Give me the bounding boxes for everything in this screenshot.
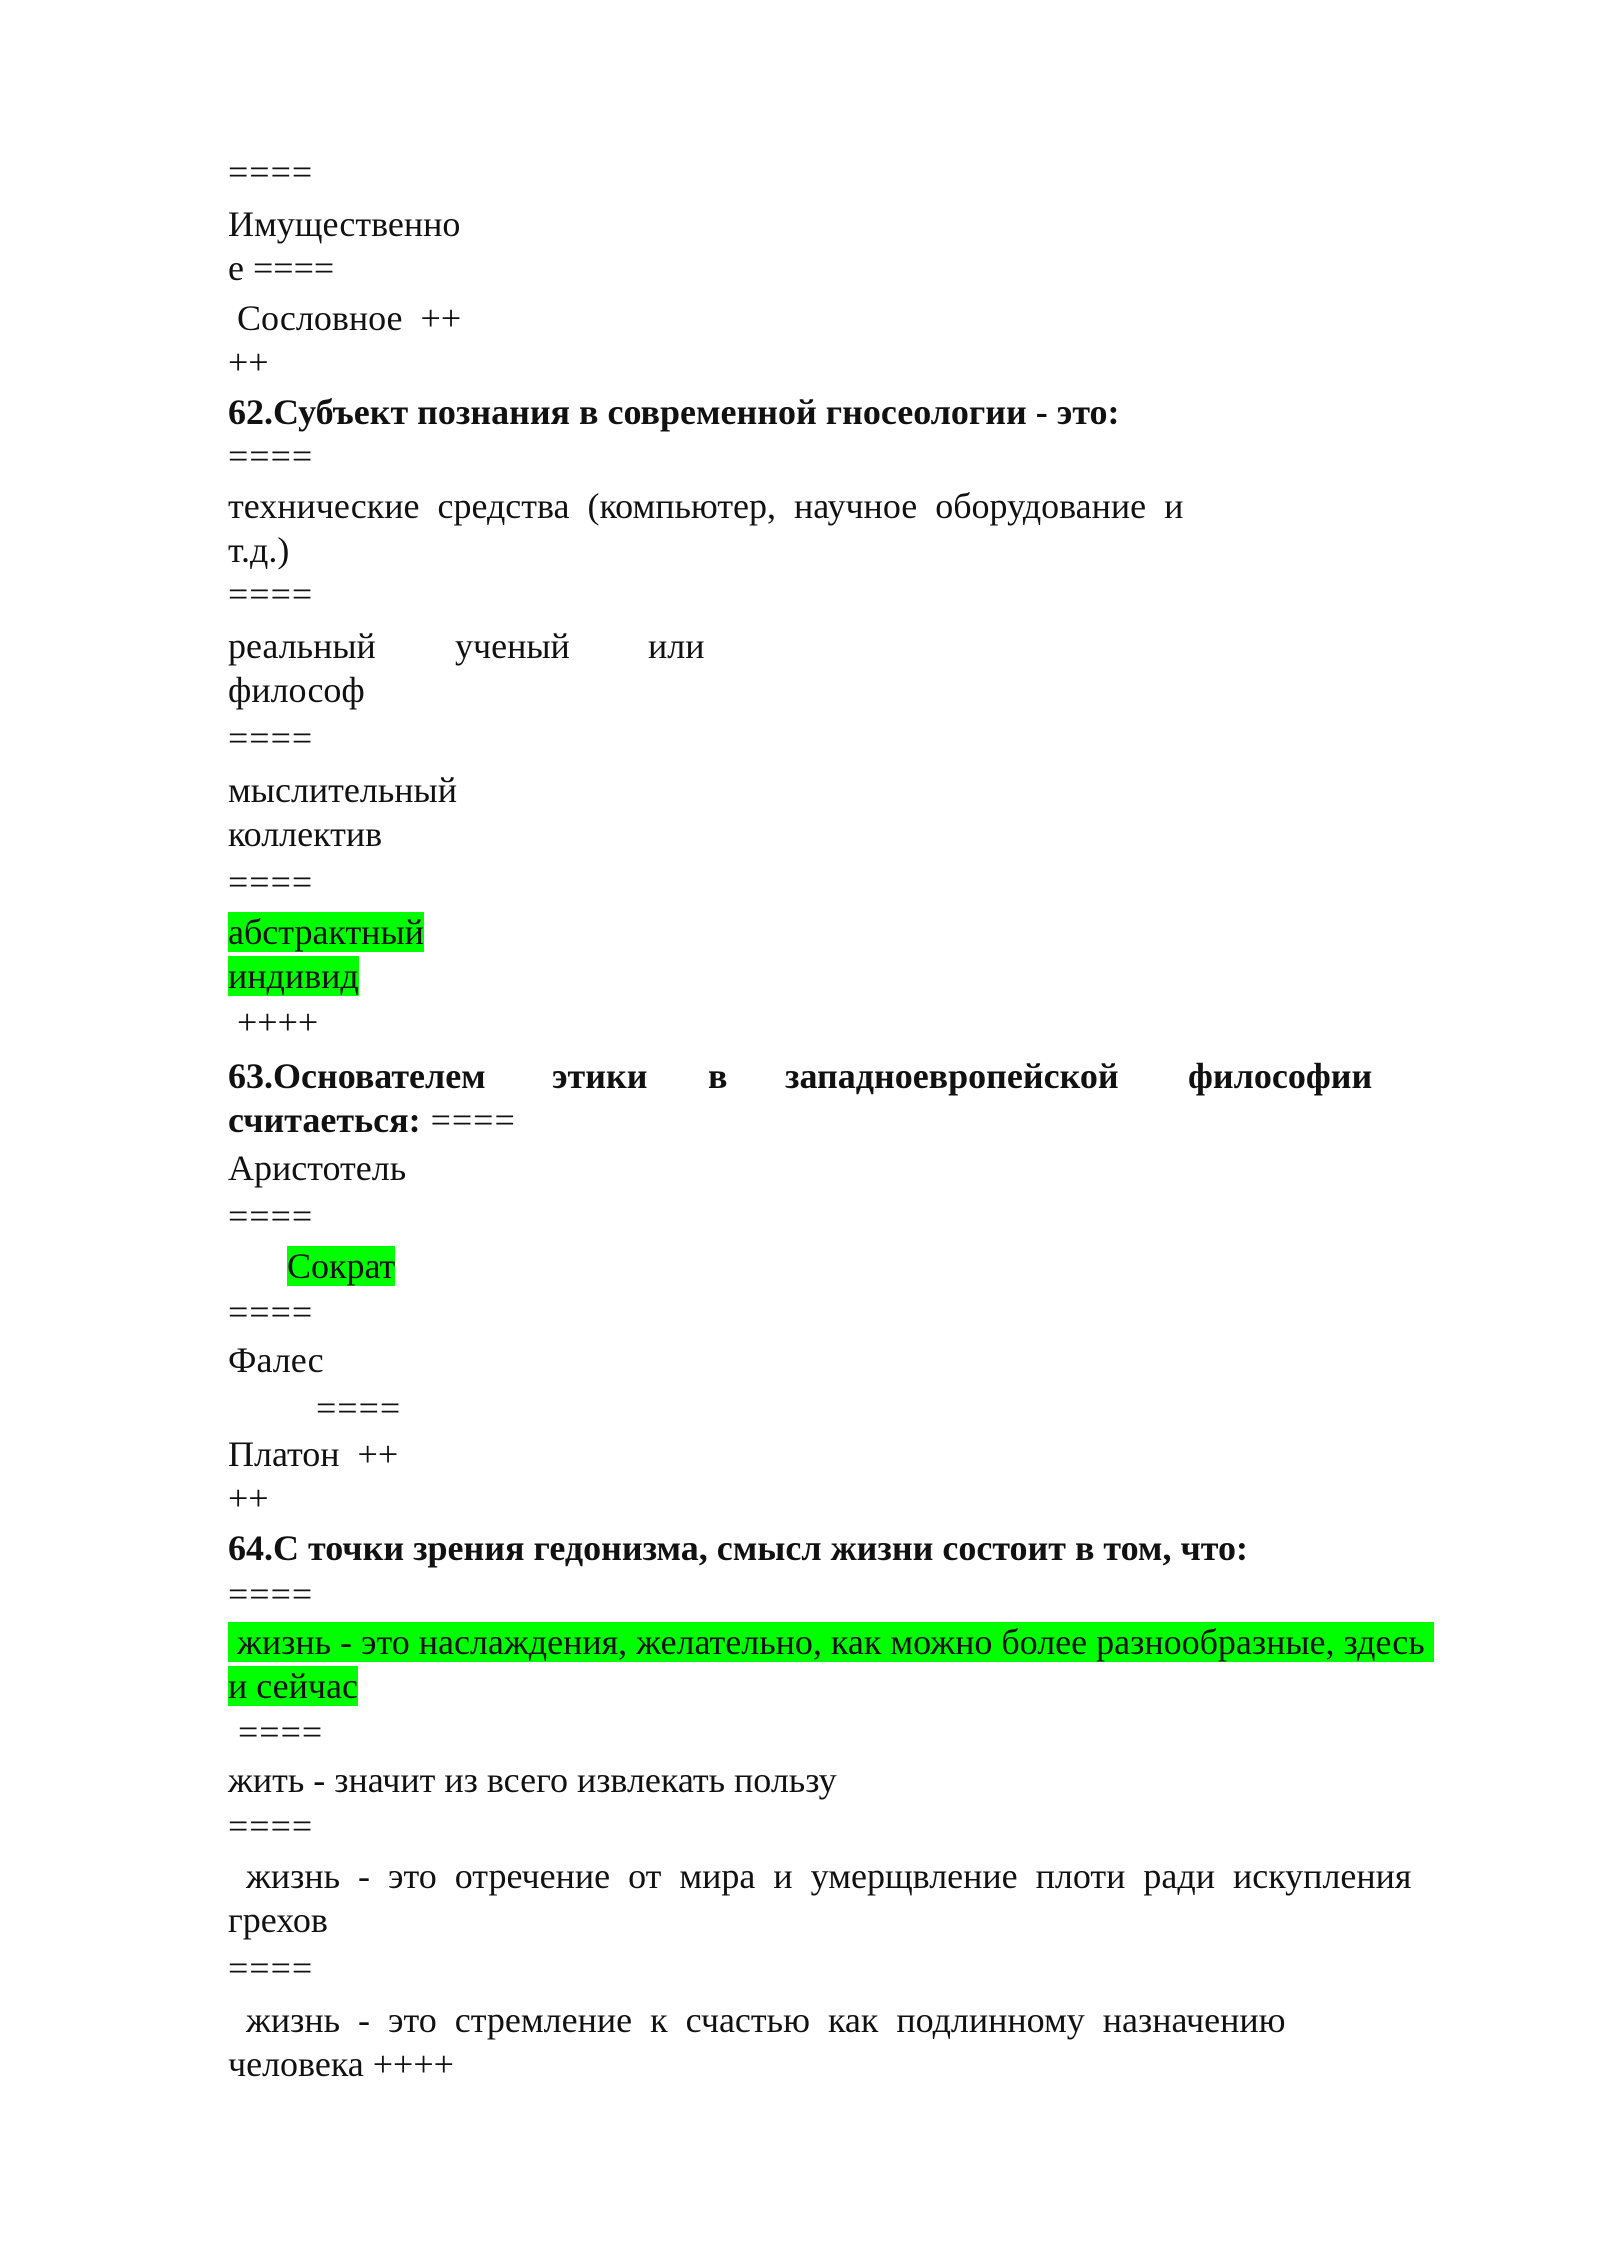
answer-marker: ++++ — [228, 1002, 319, 1042]
highlight: индивид — [228, 956, 359, 996]
separator: ==== — [316, 1388, 402, 1428]
question-title-cont — [228, 1098, 516, 1142]
question-title-word: западноевропейской — [785, 1056, 1119, 1096]
question-title: 64.С точки зрения гедонизма, смысл жизни состоит в том, что: — [228, 1528, 1248, 1568]
question-title: 62.Субъект познания в современной гносеологии - это: — [228, 392, 1120, 432]
answer-option: жить - значит из всего извлекать пользу — [228, 1760, 837, 1800]
answer-option-word: или — [648, 626, 705, 666]
question-title-word: 63.Основателем — [228, 1056, 486, 1096]
separator: ==== — [228, 436, 314, 476]
answer-option: Сословное ++ — [228, 298, 462, 338]
question-title-word: в — [708, 1056, 728, 1096]
answer-option: Платон ++ — [228, 1434, 399, 1474]
highlight: абстрактный — [228, 912, 424, 952]
separator: ==== — [228, 1196, 314, 1236]
highlight: Сократ — [287, 1246, 396, 1286]
answer-option-cont: коллектив — [228, 814, 383, 854]
separator: ==== — [228, 152, 314, 192]
answer-marker: ++ — [228, 1478, 269, 1518]
question-title-word: философии — [1188, 1056, 1373, 1096]
answer-option: технические средства (компьютер, научное оборудование и — [228, 486, 1184, 526]
answer-option: Имущественно — [228, 204, 461, 244]
correct-answer — [228, 910, 424, 954]
separator: ==== — [228, 574, 314, 614]
question-title-word: этики — [552, 1056, 648, 1096]
answer-option-word: реальный — [228, 626, 376, 666]
separator: ==== — [228, 1948, 314, 1988]
highlight: жизнь - это наслаждения, желательно, как можно более разнообразные, здесь — [228, 1622, 1434, 1662]
separator: ==== — [228, 1574, 314, 1614]
correct-answer — [228, 1620, 1434, 1664]
answer-option: жизнь - это отречение от мира и умерщвление плоти ради искупления — [228, 1856, 1412, 1896]
correct-answer — [287, 1244, 395, 1288]
separator: ==== — [420, 1100, 516, 1140]
separator: ==== — [228, 1712, 324, 1752]
answer-option-cont: грехов — [228, 1900, 328, 1940]
correct-answer-cont — [228, 954, 359, 998]
highlight: и сейчас — [228, 1666, 358, 1706]
answer-option-cont: философ — [228, 670, 365, 710]
answer-option: мыслительный — [228, 770, 457, 810]
separator: ==== — [228, 1806, 314, 1846]
answer-option: жизнь - это стремление к счастью как подлинному назначению — [228, 2000, 1286, 2040]
answer-option: Фалес — [228, 1340, 324, 1380]
separator: ==== — [228, 1292, 314, 1332]
answer-option-cont: человека ++++ — [228, 2044, 454, 2084]
question-title-text: считаеться: — [228, 1100, 421, 1140]
answer-marker: ++ — [228, 342, 269, 382]
answer-option: Аристотель — [228, 1148, 407, 1188]
correct-answer-cont — [228, 1664, 358, 1708]
separator: ==== — [228, 862, 314, 902]
answer-option-word: ученый — [455, 626, 570, 666]
separator: ==== — [228, 718, 314, 758]
answer-option-cont: т.д.) — [228, 530, 290, 570]
answer-option-cont: е ==== — [228, 248, 335, 288]
